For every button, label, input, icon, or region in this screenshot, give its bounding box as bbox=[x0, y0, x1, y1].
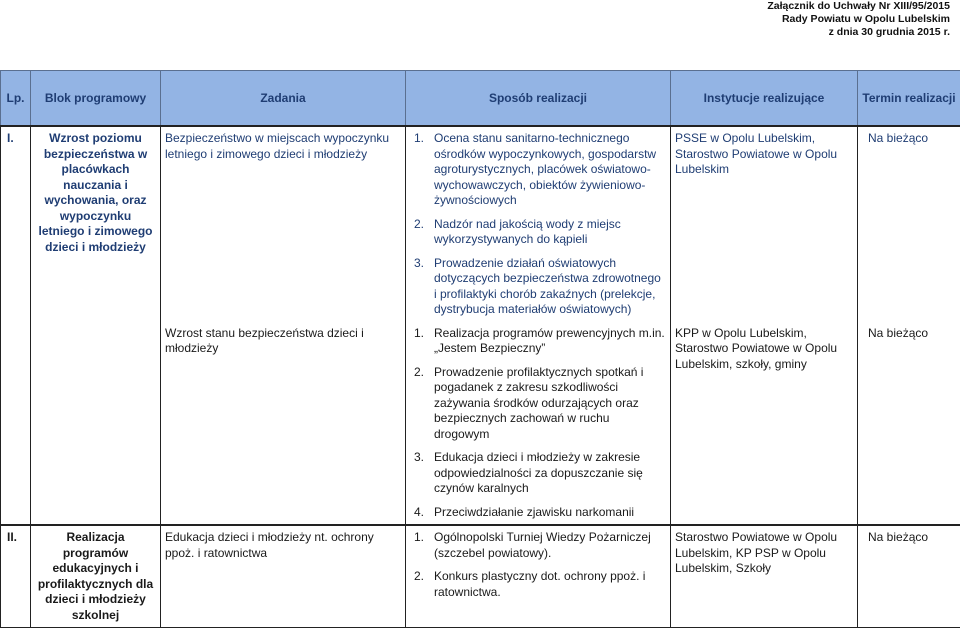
term-cell: Na bieżąco bbox=[858, 525, 960, 628]
item-text: Prowadzenie działań oświatowych dotyczących bezpieczeństwa zdrowotnego i profilaktyki chorób zakaźnych (prelekcje, dystrybucja materiałów oświatowych) bbox=[434, 256, 666, 318]
list-item bbox=[410, 569, 666, 600]
column-header-tasks: Zadania bbox=[161, 71, 406, 127]
task-cell: Bezpieczeństwo w miejscach wypoczynku letniego i zimowego dzieci i młodzieży bbox=[161, 126, 406, 322]
item-text: Edukacja dzieci i młodzieży w zakresie odpowiedzialności za dopuszczanie się czynów karalnych bbox=[434, 450, 666, 497]
column-header-lp: Lp. bbox=[1, 71, 31, 127]
attachment-line-2: Rady Powiatu w Opolu Lubelskim bbox=[767, 13, 950, 26]
item-text: Ocena stanu sanitarno-technicznego ośrodków wypoczynkowych, gospodarstw agroturystycznych, placówek oświatowo-wychowawczych, obiektów żywieniowo-żywnościowych bbox=[434, 131, 666, 209]
methods-list bbox=[410, 326, 666, 521]
item-text: Konkurs plastyczny dot. ochrony ppoż. i ratownictwa. bbox=[434, 569, 666, 600]
list-item bbox=[410, 217, 666, 248]
item-number: 3. bbox=[410, 256, 434, 318]
item-number: 1. bbox=[410, 326, 434, 357]
item-text: Prowadzenie profilaktycznych spotkań i pogadanek z zakresu szkodliwości zażywania środków odurzających oraz bezpiecznych zachowań w ruchu drogowym bbox=[434, 365, 666, 443]
list-item bbox=[410, 256, 666, 318]
program-table bbox=[0, 70, 960, 628]
program-block: Realizacja programów edukacyjnych i profilaktycznych dla dzieci i młodzieży szkolnej bbox=[31, 525, 161, 628]
methods-cell bbox=[406, 126, 671, 322]
item-text: Realizacja programów prewencyjnych m.in. „Jestem Bezpieczny” bbox=[434, 326, 666, 357]
methods-cell bbox=[406, 525, 671, 628]
list-item bbox=[410, 450, 666, 497]
item-number: 2. bbox=[410, 569, 434, 600]
list-item bbox=[410, 530, 666, 561]
item-text: Przeciwdziałanie zjawisku narkomanii bbox=[434, 505, 666, 521]
attachment-note bbox=[767, 0, 950, 39]
item-number: 4. bbox=[410, 505, 434, 521]
list-item bbox=[410, 505, 666, 521]
list-item bbox=[410, 131, 666, 209]
program-block: Wzrost poziomu bezpieczeństwa w placówkach nauczania i wychowania, oraz wypoczynku letniego i zimowego dzieci i młodzieży bbox=[31, 126, 161, 525]
item-text: Nadzór nad jakością wody z miejsc wykorzystywanych do kąpieli bbox=[434, 217, 666, 248]
column-header-institutions: Instytucje realizujące bbox=[671, 71, 858, 127]
item-number: 2. bbox=[410, 365, 434, 443]
task-cell: Wzrost stanu bezpieczeństwa dzieci i młodzieży bbox=[161, 322, 406, 526]
methods-list bbox=[410, 131, 666, 318]
section-number: II. bbox=[1, 525, 31, 628]
column-header-term: Termin realizacji bbox=[858, 71, 960, 127]
attachment-line-3: z dnia 30 grudnia 2015 r. bbox=[767, 26, 950, 39]
term-cell: Na bieżąco bbox=[858, 126, 960, 322]
item-number: 3. bbox=[410, 450, 434, 497]
table-row bbox=[1, 126, 960, 322]
table-header-row bbox=[1, 71, 960, 127]
methods-cell bbox=[406, 322, 671, 526]
item-number: 1. bbox=[410, 530, 434, 561]
table-row bbox=[1, 525, 960, 628]
column-header-program: Blok programowy bbox=[31, 71, 161, 127]
institutions-cell: PSSE w Opolu Lubelskim, Starostwo Powiatowe w Opolu Lubelskim bbox=[671, 126, 858, 322]
list-item bbox=[410, 365, 666, 443]
item-number: 1. bbox=[410, 131, 434, 209]
section-number: I. bbox=[1, 126, 31, 525]
attachment-line-1: Załącznik do Uchwały Nr XIII/95/2015 bbox=[767, 0, 950, 13]
task-cell: Edukacja dzieci i młodzieży nt. ochrony ppoż. i ratownictwa bbox=[161, 525, 406, 628]
item-text: Ogólnopolski Turniej Wiedzy Pożarniczej (szczebel powiatowy). bbox=[434, 530, 666, 561]
institutions-cell: Starostwo Powiatowe w Opolu Lubelskim, KP PSP w Opolu Lubelskim, Szkoły bbox=[671, 525, 858, 628]
institutions-cell: KPP w Opolu Lubelskim, Starostwo Powiatowe w Opolu Lubelskim, szkoły, gminy bbox=[671, 322, 858, 526]
list-item bbox=[410, 326, 666, 357]
column-header-methods: Sposób realizacji bbox=[406, 71, 671, 127]
item-number: 2. bbox=[410, 217, 434, 248]
term-cell: Na bieżąco bbox=[858, 322, 960, 526]
methods-list bbox=[410, 530, 666, 600]
